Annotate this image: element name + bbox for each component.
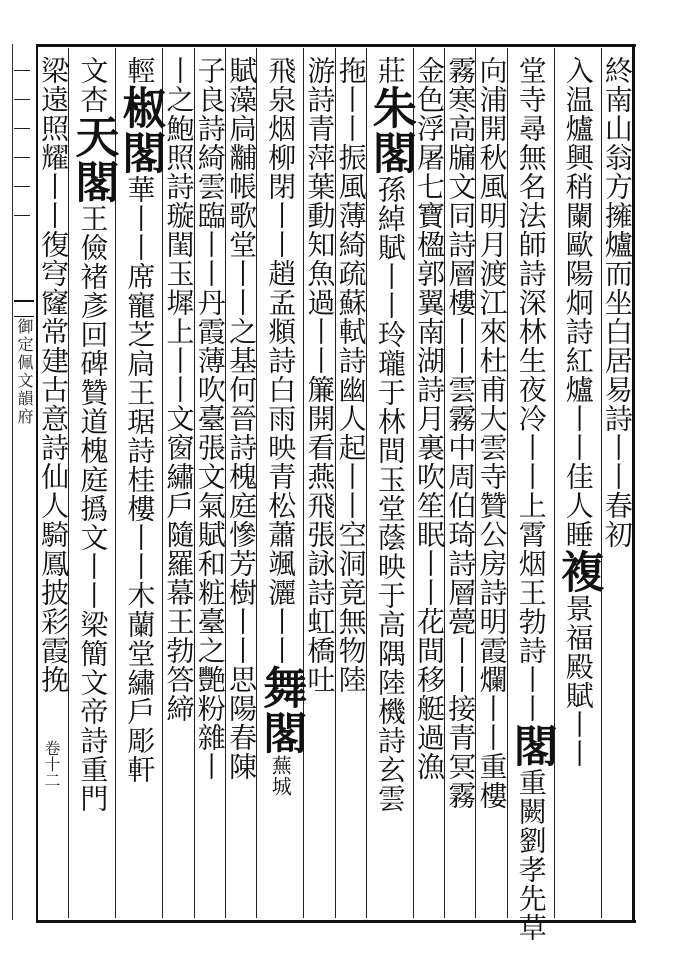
entry-text: 飛泉烟柳閉丨丨趙孟頫詩白雨映青松蕭颯灑丨丨 [264,56,298,665]
column-text [444,48,478,918]
column-text [67,48,119,918]
text-column-3 [505,48,557,942]
text-column-7 [364,48,416,918]
column-text [255,48,307,918]
entry-text: 輕 [123,56,157,85]
text-column-1 [601,48,632,918]
entry-heading: 朱閣 [364,85,416,175]
text-column-12 [194,48,225,918]
column-text [414,48,444,918]
entry-heading: 舞閣 [255,665,307,755]
entry-text: 梁 [37,56,71,85]
text-column-2 [552,48,604,918]
page-number: 卷十二 [42,740,61,788]
entry-text: 金色浮屠七寶楹郭翼南湖詩月裏吹笙眠丨丨花間移艇過漁 [412,56,446,781]
entry-text: 堂寺尋無名法師詩深林生夜冷丨丨上霄烟王勃詩丨丨 [514,56,548,723]
text-column-4 [475,48,509,918]
entry-text: 向浦開秋風明月渡江來杜甫大雲寺贊公房詩明霞爛丨丨 [475,56,509,752]
entry-text: 丨之 [162,56,196,114]
entry-heading: 閣 [505,723,557,768]
column-text [114,48,166,918]
column-text [195,48,225,918]
text-column-9 [303,48,337,918]
entry-text: 遠照耀丨丨復穹窿常建古意詩仙人騎鳳披彩霞挽 [37,85,71,694]
frame-top-line [36,44,636,47]
text-column-8 [335,48,366,918]
text-column-11 [225,48,259,918]
entry-text: 鮑照詩璇閨玉墀上丨丨文窗繡戶隨羅幕王勃答締 [162,114,196,723]
column-text [225,48,259,918]
fore-edge-line [12,44,13,920]
text-column-6 [413,48,444,918]
entry-text: 莊 [373,56,407,85]
column-text [336,48,366,918]
entry-heading: 椒閣 [114,85,166,175]
entry-text: 蕪城 [268,755,293,797]
text-column-15 [67,48,119,918]
column-text [364,48,416,918]
entry-text: 重樓 [475,752,509,810]
column-text [162,48,196,918]
entry-text: 游詩青萍葉動知魚過丨丨簾開看燕飛張詠詩虹橋吐 [303,56,337,694]
column-text [303,48,337,918]
column-text [552,48,604,918]
column-text [477,48,507,918]
column-text [602,48,632,918]
entry-text: 入温爐興稍闌歐陽炯詩紅爐丨丨佳人睡 [561,56,595,549]
entry-text: 丨丨春初 [600,433,634,549]
text-columns [37,48,634,942]
entry-text: 賦藻扃黼帳歌堂丨丨之基何晉詩槐庭慘芳樹丨丨思陽春陳 [225,56,259,781]
entry-text: 拖丨丨振風薄綺疏蘇軾詩幽人起丨丨空洞竟無物陸 [334,56,368,694]
entry-text: 終南山翁方擁爐而坐白居易詩 [600,56,634,433]
entry-text: 景福殿賦丨丨 [561,594,595,768]
entry-text: 重闕劉孝先草 [514,768,548,942]
entry-text: 子良詩綺雲臨丨丨丹霞薄吹臺張文氣賦和粧臺之艷粉雜丨 [193,56,227,781]
entry-text: 華丨丨席寵芝扃王琚詩桂樓丨丨木蘭堂繡戶彫軒 [123,175,157,784]
entry-text: 霧寒高牖文同詩層樓丨丨雲霧中周伯琦詩層甍丨丨接青冥 [444,56,478,781]
entry-text: 文杏 [76,56,110,114]
entry-text: 孫綽賦丨丨玲瓏于林間玉堂蔭映于高隅陸機詩玄雲 [373,175,407,813]
fore-edge-marks [14,70,34,270]
fore-edge-title: 御定佩文韻府 [15,318,34,426]
entry-text: 王儉褚彥回碑贊道槐庭撝文丨丨梁簡文帝詩重門 [76,204,110,813]
fore-edge-fish-tail [14,300,34,317]
text-column-14 [114,48,166,918]
entry-heading: 複 [552,549,604,594]
column-text [505,48,557,942]
text-column-10 [255,48,307,918]
entry-text: 霧 [444,781,478,810]
text-column-13 [162,48,196,918]
text-column-5 [444,48,478,918]
entry-heading: 天閣 [67,114,119,204]
